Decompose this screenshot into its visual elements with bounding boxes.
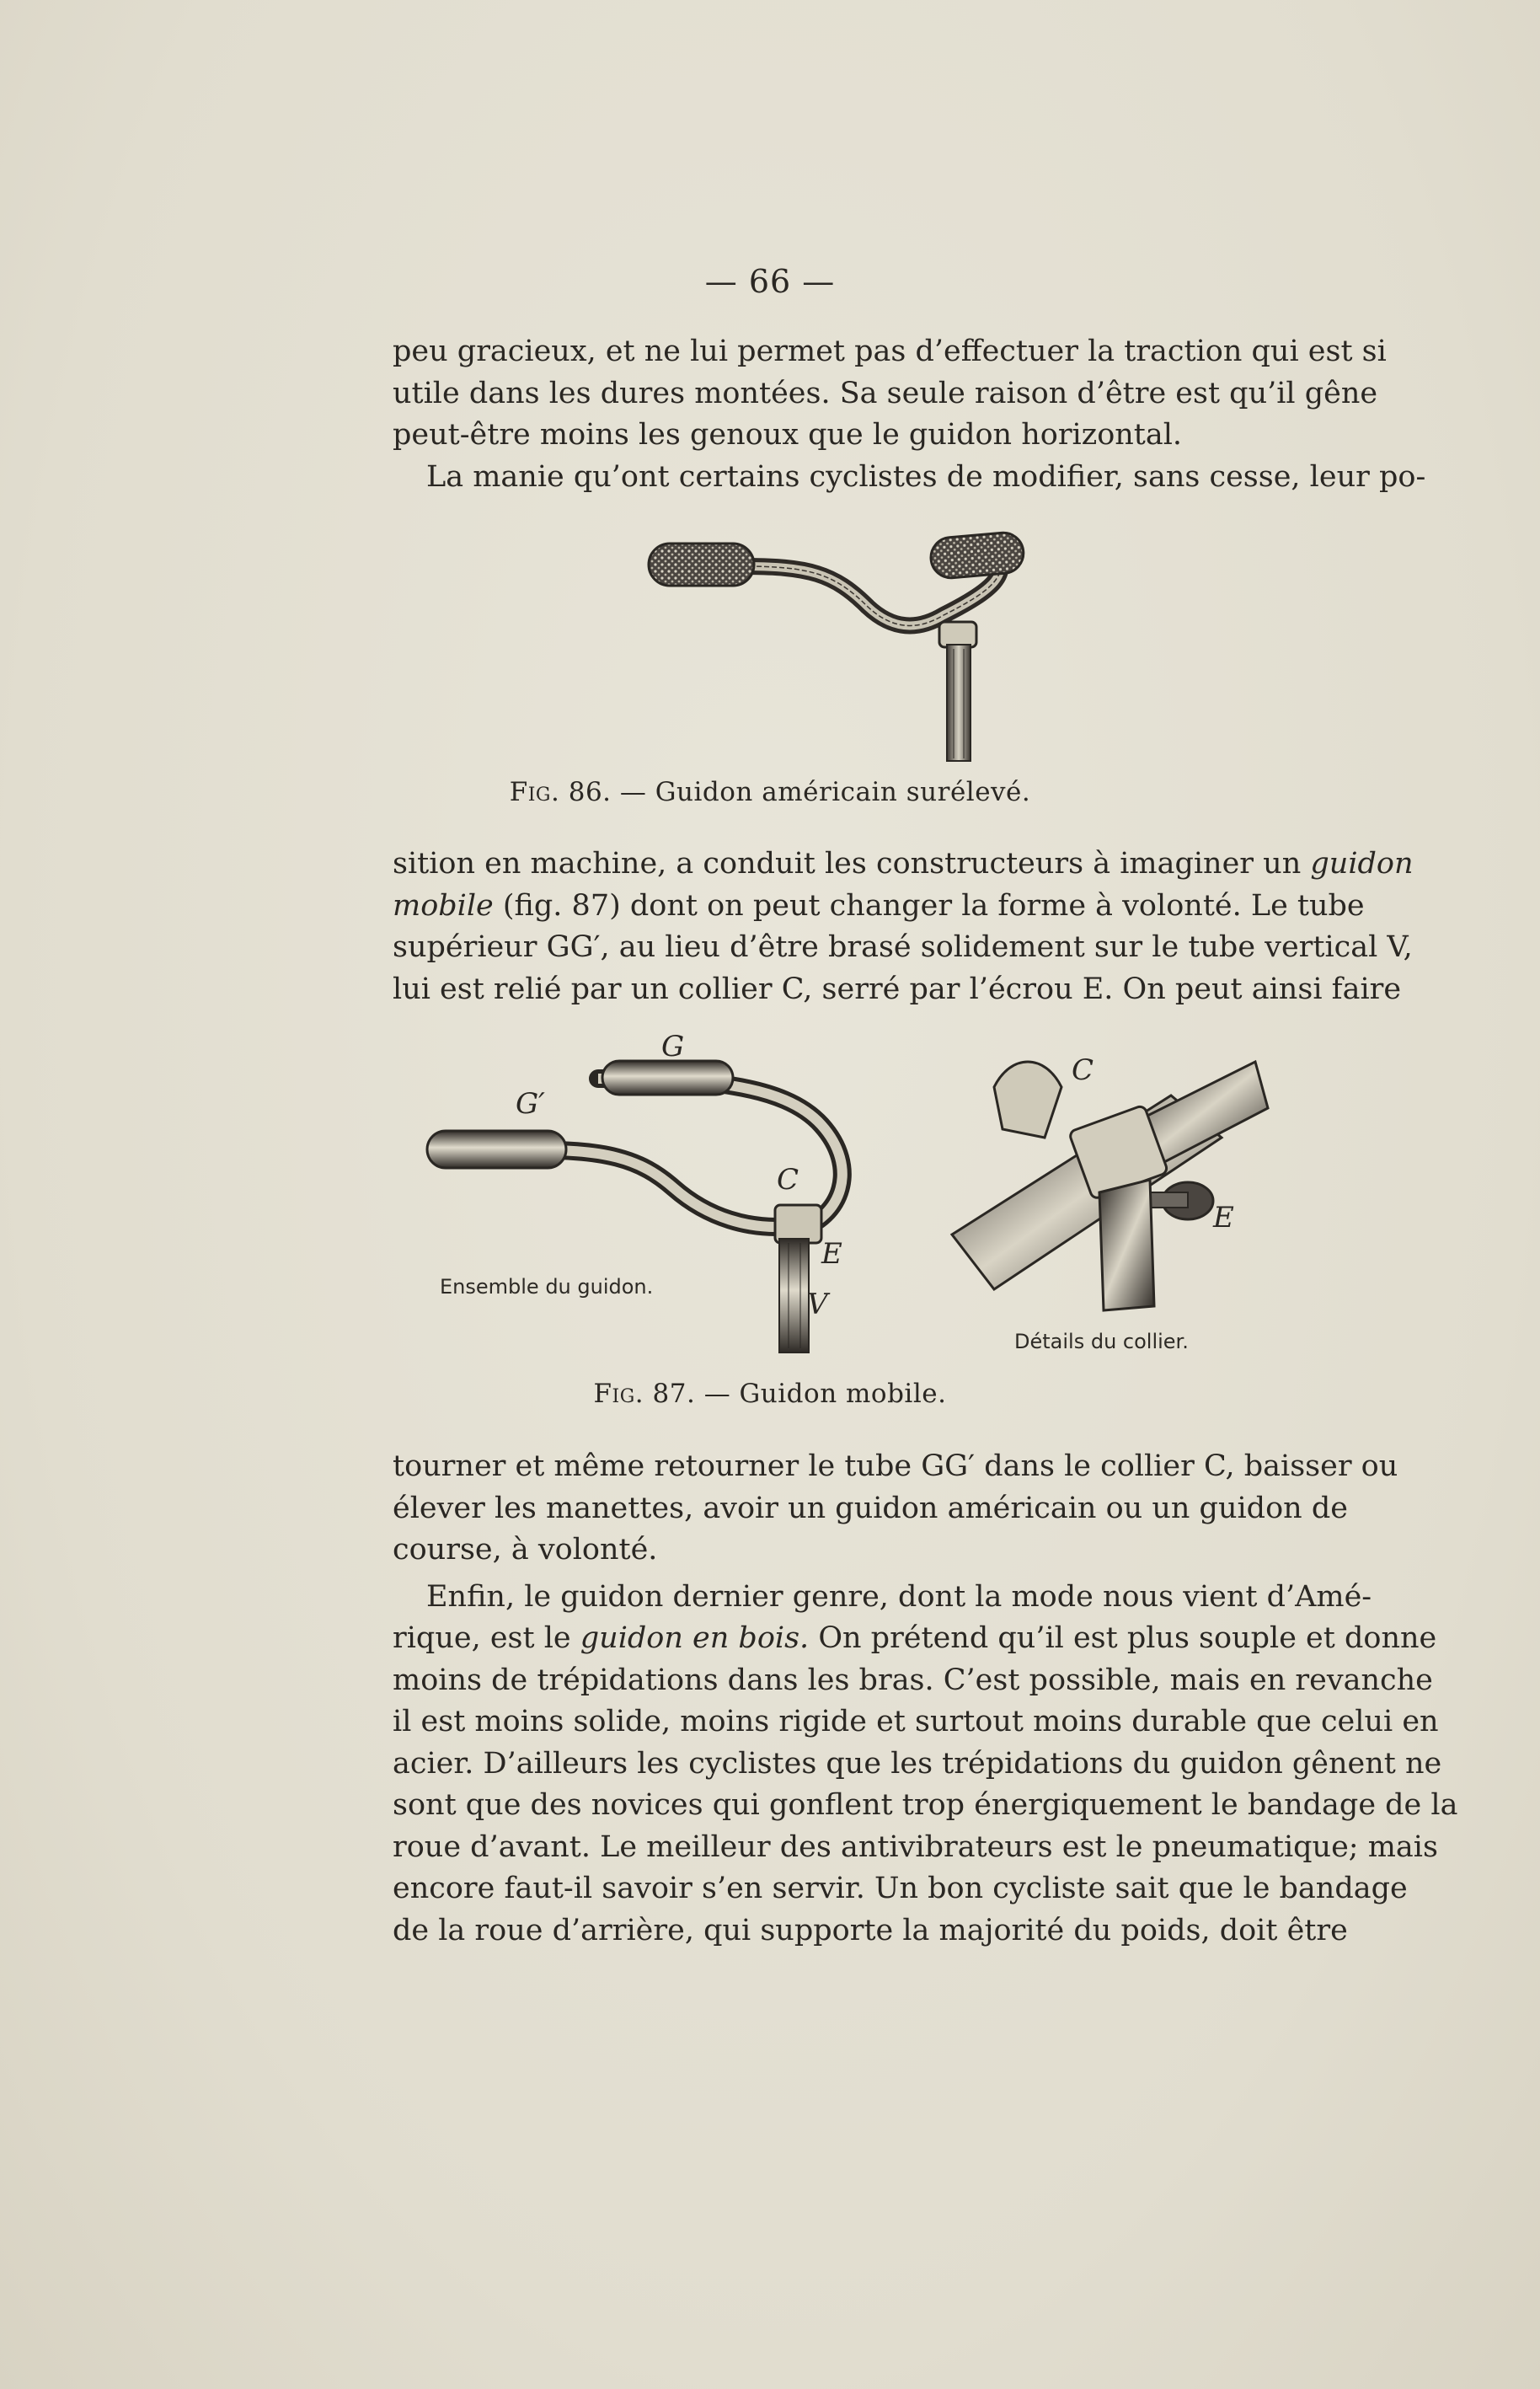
italic-term: mobile [393, 888, 494, 923]
text-fragment: (fig. 87) dont on peut changer la forme à volonté. Le tube [502, 888, 1365, 923]
text-line: roue d’avant. Le meilleur des antivibrateurs est le pneumatique; mais [393, 1829, 1438, 1864]
text-line: sont que des novices qui gonflent trop énergiquement le bandage de la [393, 1788, 1458, 1822]
text-line: peu gracieux, et ne lui permet pas d’effectuer la traction qui est si [393, 335, 1387, 368]
text-line: il est moins solide, moins rigide et surtout moins durable que celui en [393, 1705, 1439, 1738]
text-line: course, à volonté. [393, 1533, 658, 1567]
text-block-bottom [393, 1446, 1458, 1952]
figure-86-title: — Guidon américain surélevé. [619, 777, 1031, 807]
label-c-detail: C [1072, 1053, 1094, 1087]
figure-87-right-collar-detail [944, 1036, 1281, 1323]
figure-87-caption [0, 1379, 1540, 1409]
text-line: tourner et même retourner le tube GG′ dans le collier C, baisser ou [393, 1449, 1398, 1483]
text-line: supérieur GG′, au lieu d’être brasé solidement sur le tube vertical V, [393, 930, 1413, 964]
right-grip [929, 531, 1025, 579]
text-line: moins de trépidations dans les bras. C’est possible, mais en revanche [393, 1663, 1433, 1697]
figure-87-title: — Guidon mobile. [703, 1379, 947, 1409]
page-number: — 66 — [704, 263, 836, 300]
figure-86-caption [0, 777, 1540, 807]
text-line: élever les manettes, avoir un guidon américain ou un guidon de [393, 1491, 1348, 1525]
text-line: Enfin, le guidon dernier genre, dont la mode nous vient d’Amé- [426, 1579, 1372, 1614]
text-fragment: sition en machine, a conduit les constructeurs à imaginer un [393, 847, 1302, 881]
label-c: C [777, 1163, 799, 1197]
lower-grip [427, 1131, 566, 1168]
text-fragment: rique, est le [393, 1621, 571, 1655]
figure-87-number: Fig. 87. [593, 1379, 696, 1409]
text-line [393, 844, 1414, 886]
label-v: V [807, 1288, 828, 1321]
text-line: La manie qu’ont certains cyclistes de modifier, sans cesse, leur po- [426, 459, 1426, 494]
label-g: G [661, 1030, 685, 1063]
text-line: de la roue d’arrière, qui supporte la majorité du poids, doit être [393, 1913, 1348, 1947]
label-e: E [821, 1237, 842, 1271]
label-g-prime: G′ [516, 1087, 545, 1121]
text-block-middle [393, 844, 1414, 1010]
label-e-detail: E [1213, 1201, 1234, 1235]
figure-86-number: Fig. 86. [509, 777, 612, 807]
left-grip [649, 544, 754, 586]
text-line: lui est relié par un collier C, serré par l’écrou E. On peut ainsi faire [393, 972, 1402, 1006]
right-subfigure-label: Détails du collier. [1014, 1330, 1189, 1353]
text-line [393, 1618, 1437, 1660]
text-line: encore faut-il savoir s’en servir. Un bon cycliste sait que le bandage [393, 1872, 1408, 1905]
figure-86-handlebar-illustration [640, 522, 1078, 767]
text-line: utile dans les dures montées. Sa seule raison d’être est qu’il gêne [393, 376, 1378, 410]
text-line: acier. D’ailleurs les cyclistes que les trépidations du guidon gênent ne [393, 1746, 1442, 1781]
text-line: peut-être moins les genoux que le guidon horizontal. [393, 418, 1183, 452]
upper-grip [602, 1061, 733, 1095]
italic-term: guidon en bois. [580, 1621, 810, 1655]
left-subfigure-label: Ensemble du guidon. [440, 1275, 654, 1299]
italic-term: guidon [1310, 847, 1414, 881]
text-line [393, 886, 1365, 928]
text-fragment: On prétend qu’il est plus souple et donne [818, 1621, 1437, 1655]
text-block-top [393, 331, 1426, 498]
